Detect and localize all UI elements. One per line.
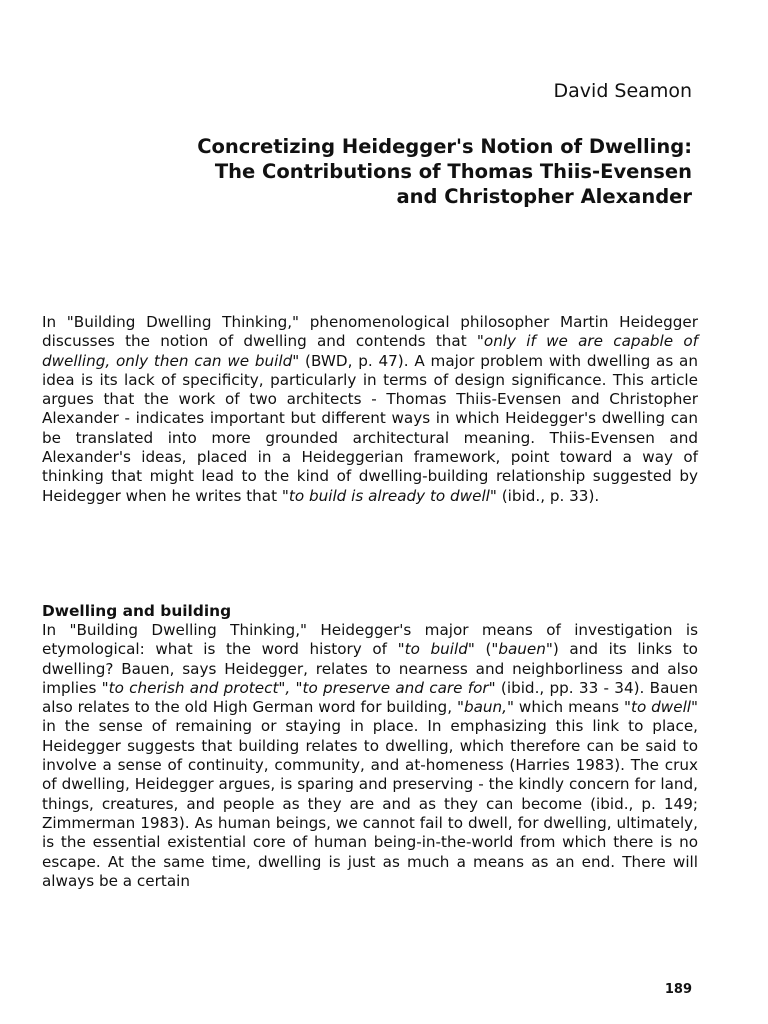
abstract-text: (BWD, p. 47). A major problem with dwelling as an idea is its lack of specificity, particularly in terms of design significance. This article argues that the work of two architects - Thomas Thiis-Evensen and Christopher Alexander - indicates important but different ways in which Heidegger's dwelling can be translated into more grounded architectural meaning. Thiis-Evensen and Alexander's ideas, placed in a Heideggerian framework, point toward a way of thinking that might lead to the kind of dwelling-building relationship suggested by Heidegger when he writes that [42, 351, 698, 505]
body-text: (ibid., pp. 33 - 34). Bauen also relates to the old High German word for building, [42, 678, 698, 717]
body-text: which means [513, 698, 624, 717]
quotation: "to build" [397, 640, 475, 659]
quotation: "baun," [456, 698, 514, 717]
title-line: Concretizing Heidegger's Notion of Dwelling: [197, 135, 692, 158]
quotation: "to cherish and protect", "to preserve and care for" [101, 678, 496, 697]
title-line: and Christopher Alexander [396, 185, 692, 208]
body-text: In "Building Dwelling Thinking," Heidegger's major means of investigation is etymological: what is the word history of [42, 621, 698, 659]
quotation: "only if we are capable of dwelling, only then can we build" [42, 332, 698, 370]
body-text: in the sense of remaining or staying in place. In emphasizing this link to place, Heidegger suggests that building relates to dwelling, which therefore can be said to involve a sense of continuity, community, and at-homeness (Harries 1983). The crux of dwelling, Heidegger argues, is sparing and preserving - the kindly concern for land, things, creatures, and people as they are and as they can become (ibid., p. 149; Zimmerman 1983). As human beings, we cannot fail to dwell, for dwelling, ultimately, is the essential existential core of human being-in-the-world from which there is no escape. At the same time, dwelling is just as much a means as an end. There will always be a certain [42, 717, 698, 890]
page-number: 189 [664, 982, 692, 997]
body-text: ) and its links to dwelling? Bauen, says Heidegger, relates to nearness and neighborliness and also implies [42, 640, 698, 697]
abstract-paragraph [42, 313, 698, 506]
quotation: "to build is already to dwell" [281, 486, 497, 505]
abstract-text: In "Building Dwelling Thinking," phenomenological philosopher Martin Heidegger discusses the notion of dwelling and contends that [42, 313, 698, 351]
abstract-text: (ibid., p. 33). [496, 486, 600, 505]
author-name: David Seamon [553, 80, 692, 102]
body-text: ( [474, 640, 492, 659]
section-heading: Dwelling and building [42, 602, 232, 620]
article-title [92, 134, 692, 209]
body-paragraph [42, 621, 698, 891]
quotation: "bauen" [491, 640, 553, 659]
quotation: "to dwell" [624, 698, 698, 717]
title-line: The Contributions of Thomas Thiis-Evensen [214, 160, 692, 183]
